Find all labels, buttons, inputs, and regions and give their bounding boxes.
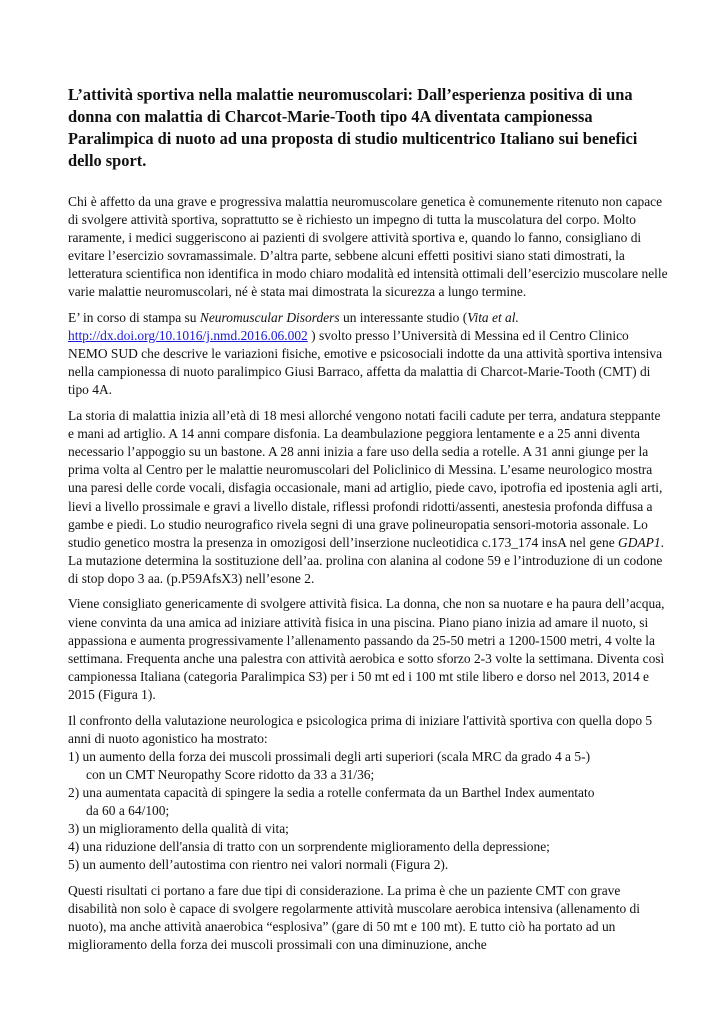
history-text-b: . La mutazione determina la sostituzione dell’aa. prolina con alanina al codone 59 e l’introduzione di un codone di stop dopo 3 aa. (p.P59AfsX3) nell’esone 2. [68, 534, 664, 586]
paragraph-swimming: Viene consigliato genericamente di svolgere attività fisica. La donna, che non sa nuotare e ha paura dell’acqua, viene convinta da una amica ad iniziare attività fisica in una piscina. Piano piano inizia ad amare il nuoto, si appassiona e aumenta progressivamente l’allenamento passando da 25-50 metri a 1200-1500 metri, 4 volte la settimana. Frequenta anche una palestra con attività aerobica e sotto sforzo 2-3 volte la settimana. Diventa così campionessa Italiana (categoria Paralimpica S3) per i 50 mt ed i 100 mt stile libero e dorso nel 2013, 2014 e 2015 (Figura 1). [68, 596, 665, 702]
paragraph-comparison: Il confronto della valutazione neurologica e psicologica prima di iniziare l'attività sportiva con quella dopo 5 anni di nuoto agonistico ha mostrato: [68, 712, 653, 746]
paragraph-study [68, 309, 668, 399]
list-item-text: 2) una aumentata capacità di spingere la sedia a rotelle confermata da un Barthel Index aumentato [68, 784, 595, 800]
gene-name: GDAP1 [618, 534, 661, 550]
list-item-continuation: da 60 a 64/100; [86, 803, 170, 818]
article-body [68, 193, 668, 962]
paragraph-history [68, 407, 668, 588]
article-title: L’attività sportiva nella malattie neuromuscolari: Dall’esperienza positiva di una donna con malattia di Charcot-Marie-Tooth tipo 4A diventata campionessa Paralimpica di nuoto ad una proposta di studio multicentrico Italiano sui benefici dello sport. [68, 85, 638, 170]
list-item-text: 1) un aumento della forza dei muscoli prossimali degli arti superiori (scala MRC da grado 4 a 5-) [68, 748, 591, 764]
doi-link[interactable]: http://dx.doi.org/10.1016/j.nmd.2016.06.002 [68, 328, 308, 344]
paragraph-intro: Chi è affetto da una grave e progressiva malattia neuromuscolare genetica è comunemente ritenuto non capace di svolgere attività sportiva, soprattutto se è richiesto un impegno di tutta la muscolatura del corpo. Molto raramente, i medici suggeriscono ai pazienti di svolgere attività sportiva e, quando lo fanno, consigliano di evitare l’esercizio sovramassimale. D’altra parte, sebbene alcuni effetti positivi siano stati dimostrati, la letteratura scientifica non identifica in modo chiaro modalità ed intensità ottimali dell’esercizio muscolare nelle varie malattie neuromuscolari, né è stata mai dimostrata la sicurezza a lungo termine. [68, 194, 668, 300]
list-item-text: 5) un aumento dell’autostima con rientro nei valori normali (Figura 2). [68, 857, 449, 873]
study-text-b: un interessante studio ( [339, 310, 468, 326]
list-item [68, 784, 668, 820]
list-item-text: 4) una riduzione dell'ansia di tratto con un sorprendente miglioramento della depressione; [68, 839, 550, 855]
study-text-a: E’ in corso di stampa su [68, 310, 200, 326]
list-item [68, 820, 668, 838]
list-item-continuation: con un CMT Neuropathy Score ridotto da 33 a 31/36; [86, 766, 375, 782]
citation: Vita et al. [467, 310, 519, 326]
list-item [68, 856, 668, 874]
paragraph-considerations: Questi risultati ci portano a fare due tipi di considerazione. La prima è che un paziente CMT con grave disabilità non solo è capace di svolgere regolarmente attività muscolare aerobica intensiva (allenamento di nuoto), ma anche attività anaerobica “esplosiva” (gare di 50 mt e 100 mt). E tutto ciò ha portato ad un miglioramento della forza dei muscoli prossimali con una diminuzione, anche [68, 882, 640, 953]
list-item [68, 748, 668, 784]
results-list [68, 748, 668, 875]
journal-name: Neuromuscular Disorders [199, 310, 340, 326]
list-item [68, 838, 668, 856]
history-text-a: La storia di malattia inizia all’età di 18 mesi allorché vengono notati facili cadute per terra, andatura steppante e mani ad artiglio. A 14 anni compare disfonia. La deambulazione peggiora lentamente e a 25 anni diventa necessario l’appoggio su un bastone. A 28 anni inizia a fare uso della sedia a rotelle. A 31 anni giunge per la prima volta al Centro per le malattie neuromuscolari del Policlinico di Messina. L’esame neurologico mostra una paresi delle corde vocali, disfagia occasionale, mani ad artiglio, piede cavo, ipotrofia ed ipostenia agli arti, lievi a livello prossimale e gravi a livello distale, riflessi profondi ridotti/assenti, anestesia profonda diffusa a gambe e piedi. Lo studio neurografico rivela segni di una grave polineuropatia sensori-motoria assonale. Lo studio genetico mostra la presenza in omozigosi dell’inserzione nucleotidica c.173_174 insA nel gene [68, 408, 663, 550]
study-text-c: ) svolto presso l’Università di Messina ed il Centro Clinico NEMO SUD che descrive le variazioni fisiche, emotive e psicosociali indotte da una attività sportiva intensiva nella campionessa di nuoto paralimpico Giusi Barraco, affetta da malattia di Charcot-Marie-Tooth (CMT) di tipo 4A. [68, 328, 663, 398]
list-item-text: 3) un miglioramento della qualità di vita; [68, 821, 289, 837]
